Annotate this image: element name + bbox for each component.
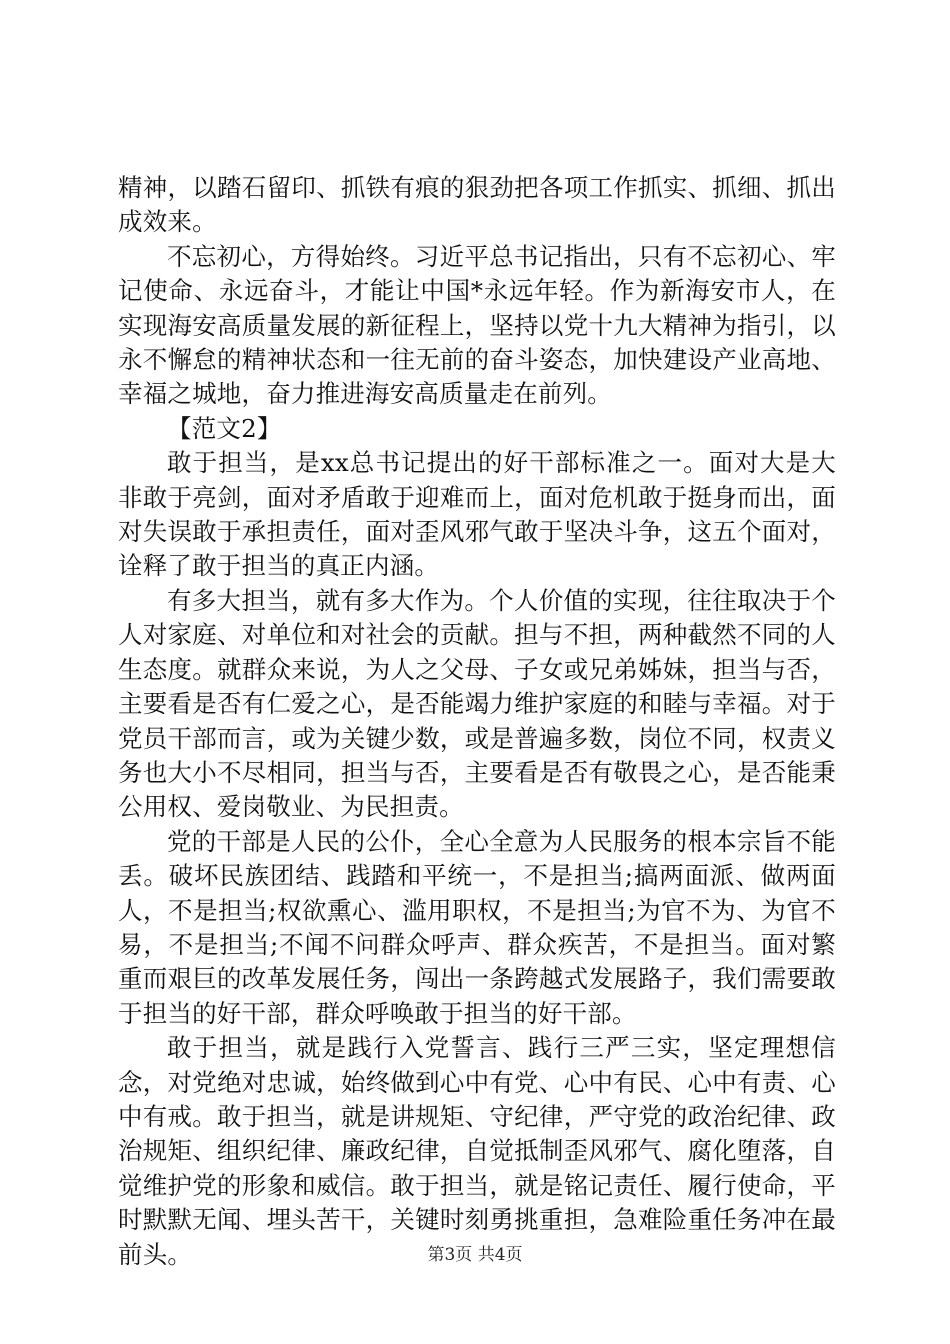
paragraph-continuation: 精神，以踏石留印、抓铁有痕的狠劲把各项工作抓实、抓细、抓出成效来。 bbox=[118, 173, 836, 237]
page-number-footer: 第3页 共4页 bbox=[427, 1245, 523, 1265]
document-body bbox=[118, 171, 836, 1272]
section-heading-sample-2: 【范文2】 bbox=[167, 413, 282, 443]
paragraph-responsibility-and-achievement: 有多大担当，就有多大作为。个人价值的实现，往往取决于个人对家庭、对单位和对社会的贡献。担与不担，两种截然不同的人生态度。就群众来说，为人之父母、子女或兄弟姊妹，担当与否，主要看是否有仁爱之心，是否能竭力维护家庭的和睦与幸福。对于党员干部而言，或为关键少数，或是普遍多数，岗位不同，权责义务也大小不尽相同，担当与否，主要看是否有敬畏之心，是否能秉公用权、爱岗敬业、为民担责。 bbox=[118, 585, 836, 822]
paragraph-practice-oath: 敢于担当，就是践行入党誓言、践行三严三实，坚定理想信念，对党绝对忠诚，始终做到心中有党、心中有民、心中有责、心中有戒。敢于担当，就是讲规矩、守纪律，严守党的政治纪律、政治规矩、组织纪律、廉政纪律，自觉抵制歪风邪气、腐化堕落，自觉维护党的形象和威信。敢于担当，就是铭记责任、履行使命，平时默默无闻、埋头苦干，关键时刻勇挑重担，急难险重任务冲在最前头。 bbox=[118, 1033, 836, 1269]
paragraph-party-cadres: 党的干部是人民的公仆，全心全意为人民服务的根本宗旨不能丢。破坏民族团结、践踏和平统一，不是担当;搞两面派、做两面人，不是担当;权欲熏心、滥用职权，不是担当;为官不为、为官不易，不是担当;不闻不问群众呼声、群众疾苦，不是担当。面对繁重而艰巨的改革发展任务，闯出一条跨越式发展路子，我们需要敢于担当的好干部，群众呼唤敢于担当的好干部。 bbox=[118, 826, 836, 1028]
paragraph-dare-to-take-responsibility: 敢于担当，是xx总书记提出的好干部标准之一。面对大是大非敢于亮剑，面对矛盾敢于迎难而上，面对危机敢于挺身而出，面对失误敢于承担责任，面对歪风邪气敢于坚决斗争，这五个面对，诠释了敢于担当的真正内涵。 bbox=[118, 448, 836, 581]
paragraph-original-aspiration: 不忘初心，方得始终。习近平总书记指出，只有不忘初心、牢记使命、永远奋斗，才能让中国*永远年轻。作为新海安市人，在实现海安高质量发展的新征程上，坚持以党十九大精神为指引，以永不懈怠的精神状态和一往无前的奋斗姿态，加快建设产业高地、幸福之城地，奋力推进海安高质量走在前列。 bbox=[118, 241, 836, 409]
